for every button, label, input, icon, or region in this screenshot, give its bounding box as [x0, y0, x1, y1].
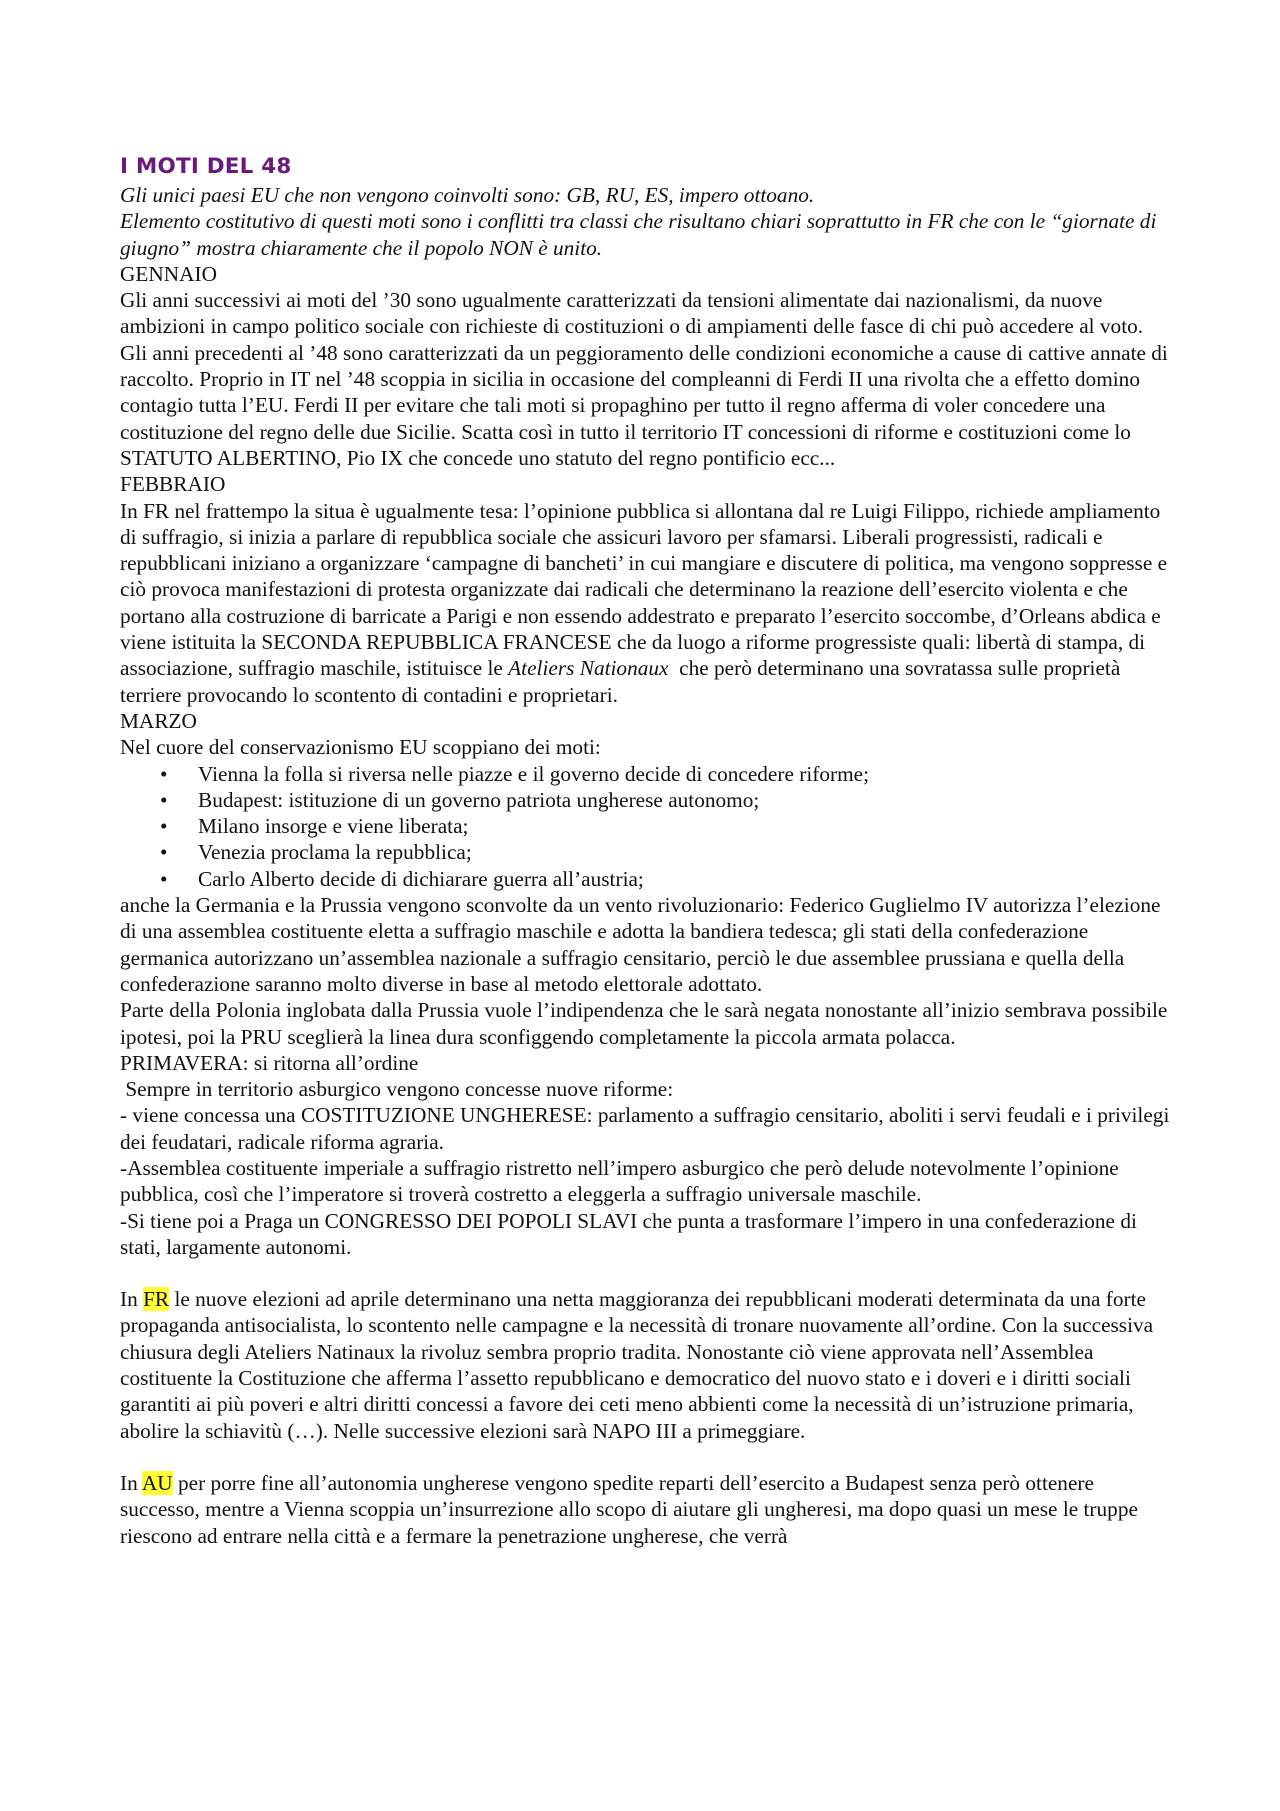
- list-item-text: Carlo Alberto decide di dichiarare guerra all’austria;: [198, 866, 644, 891]
- section-heading-primavera: PRIMAVERA: si ritorna all’ordine: [120, 1050, 419, 1075]
- paragraph-spacer: [120, 1260, 1170, 1286]
- paragraph-polonia: Parte della Polonia inglobata dalla Prussia vuole l’indipendenza che le sarà negata nonostante all’inizio sembrava possibile ipotesi, poi la PRU sceglierà la linea dura sconfiggendo completamente la piccola armata polacca.: [120, 998, 1168, 1049]
- paragraph-fr: [120, 1286, 1170, 1444]
- highlight-au: AU: [141, 1470, 173, 1495]
- list-item: [120, 839, 1170, 865]
- paragraph-gennaio: Gli anni successivi ai moti del ’30 sono ugualmente caratterizzati da tensioni alimentate dai nazionalismi, da nuove ambizioni in campo politico sociale con richieste di costituzioni o di ampiamenti delle fasce di chi può accedere al voto. Gli anni precedenti al ’48 sono caratterizzati da un peggioramento delle condizioni economiche a cause di cattive annate di raccolto. Proprio in IT nel ’48 scoppia in sicilia in occasione del compleanni di Ferdi II una rivolta che a effetto domino contagio tutta l’EU. Ferdi II per evitare che tali moti si propaghino per tutto il regno afferma di voler concedere una costituzione del regno delle due Sicilie. Scatta così in tutto il territorio IT concessioni di riforme e costituzioni come lo STATUTO ALBERTINO, Pio IX che concede uno statuto del regno pontificio ecc...: [120, 288, 1168, 470]
- section-heading-marzo: MARZO: [120, 708, 197, 733]
- list-item-text: Milano insorge e viene liberata;: [198, 814, 469, 839]
- ateliers-nationaux-italic: Ateliers Nationaux: [508, 656, 669, 681]
- list-item-text: Venezia proclama la repubblica;: [198, 840, 472, 865]
- primavera-line-4: -Si tiene poi a Praga un CONGRESSO DEI POPOLI SLAVI che punta a trasformare l’impero in una confederazione di stati, largamente autonomi.: [120, 1208, 1137, 1259]
- paragraph-au: [120, 1470, 1170, 1549]
- paragraph-febbraio: [120, 498, 1170, 708]
- paragraph-spacer: [120, 1444, 1170, 1470]
- bullet-icon: •: [160, 866, 168, 891]
- marzo-bullet-list: [120, 761, 1170, 892]
- primavera-line-3: -Assemblea costituente imperiale a suffragio ristretto nell’impero asburgico che però delude notevolmente l’opinione pubblica, così che l’imperatore si troverà costretto a eleggerla a suffragio universale maschile.: [120, 1155, 1119, 1207]
- section-heading-gennaio: GENNAIO: [120, 261, 218, 286]
- section-heading-febbraio: FEBBRAIO: [120, 472, 226, 497]
- highlight-fr: FR: [143, 1287, 170, 1312]
- febbraio-text-before: In FR nel frattempo la situa è ugualmente tesa: l’opinione pubblica si allontana dal re Luigi Filippo, richiede ampliamento di suffragio, si inizia a parlare di repubblica sociale che assicuri lavoro per sfamarsi. Liberali progressisti, radicali e repubblicani iniziano a organizzare ‘campagne di bancheti’ in cui mangiare e discutere di politica, ma vengono soppresse e ciò provoca manifestazioni di protesta organizzate dai radicali che determinano la reazione dell’esercito violenta e che portano alla costruzione di barricate a Parigi e non essendo addestrato e preparato l’esercito soccombe, d’Orleans abdica e viene istituita la SECONDA REPUBBLICA FRANCESE che da luogo a riforme progressiste quali: libertà di stampa, di associazione, suffragio maschile, istituisce le: [120, 498, 1168, 681]
- list-item-text: Vienna la folla si riversa nelle piazze e il governo decide di concedere riforme;: [198, 761, 870, 786]
- au-text: per porre fine all’autonomia ungherese vengono spedite reparti dell’esercito a Budapest senza però ottenere successo, mentre a Vienna scoppia un’insurrezione allo scopo di aiutare gli ungheresi, ma dopo quasi un mese le truppe riescono ad entrare nella città e a fermare la penetrazione ungherese, che verrà: [120, 1470, 1138, 1548]
- list-item-text: Budapest: istituzione di un governo patriota ungherese autonomo;: [198, 787, 760, 812]
- list-item: [120, 761, 1170, 787]
- bullet-icon: •: [160, 840, 168, 865]
- list-item: [120, 787, 1170, 813]
- list-item: [120, 813, 1170, 839]
- document-page: [120, 152, 1170, 1549]
- au-prefix: In: [120, 1470, 142, 1495]
- marzo-lead: Nel cuore del conservazionismo EU scoppiano dei moti:: [120, 735, 601, 760]
- fr-prefix: In: [120, 1287, 144, 1312]
- intro-line-1: Gli unici paesi EU che non vengono coinvolti sono: GB, RU, ES, impero ottoano.: [120, 183, 815, 207]
- intro-line-2: Elemento costitutivo di questi moti sono i conflitti tra classi che risultano chiari soprattutto in FR che con le “giornate di giugno” mostra chiaramente che il popolo NON è unito.: [120, 209, 1157, 260]
- bullet-icon: •: [160, 787, 168, 812]
- febbraio-text-after: che però determinano una sovratassa sulle proprietà terriere provocando lo scontento di contadini e proprietari.: [120, 656, 1126, 707]
- list-item: [120, 866, 1170, 892]
- document-title: I MOTI DEL 48: [120, 154, 292, 179]
- fr-text: le nuove elezioni ad aprile determinano una netta maggioranza dei repubblicani moderati determinata da una forte propaganda antisocialista, lo scontento nelle campagne e la necessità di tronare nuovamente all’ordine. Con la successiva chiusura degli Ateliers Natinaux la rivoluz sembra proprio tradita. Nonostante ciò viene approvata nell’Assemblea costituente la Costituzione che afferma l’assetto repubblicano e democratico del nuovo stato e i doveri e i diritti sociali garantiti ai più poveri e altri diritti concessi a favore dei ceti meno abbienti come la necessità di un’istruzione primaria, abolire la schiavitù (…). Nelle successive elezioni sarà NAPO III a primeggiare.: [120, 1287, 1154, 1443]
- primavera-line-2: - viene concessa una COSTITUZIONE UNGHERESE: parlamento a suffragio censitario, aboliti i servi feudali e i privilegi dei feudatari, radicale riforma agraria.: [120, 1103, 1170, 1154]
- bullet-icon: •: [160, 761, 168, 786]
- paragraph-germania-prussia: anche la Germania e la Prussia vengono sconvolte da un vento rivoluzionario: Federico Guglielmo IV autorizza l’elezione di una assemblea costituente eletta a suffragio maschile e adotta la bandiera tedesca; gli stati della confederazione germanica autorizzano un’assemblea nazionale a suffragio censitario, perciò le due assemblee prussiana e quella della confederazione saranno molto diverse in base al metodo elettorale adottato.: [120, 893, 1161, 996]
- primavera-line-1: Sempre in territorio asburgico vengono concesse nuove riforme:: [120, 1077, 674, 1102]
- bullet-icon: •: [160, 814, 168, 839]
